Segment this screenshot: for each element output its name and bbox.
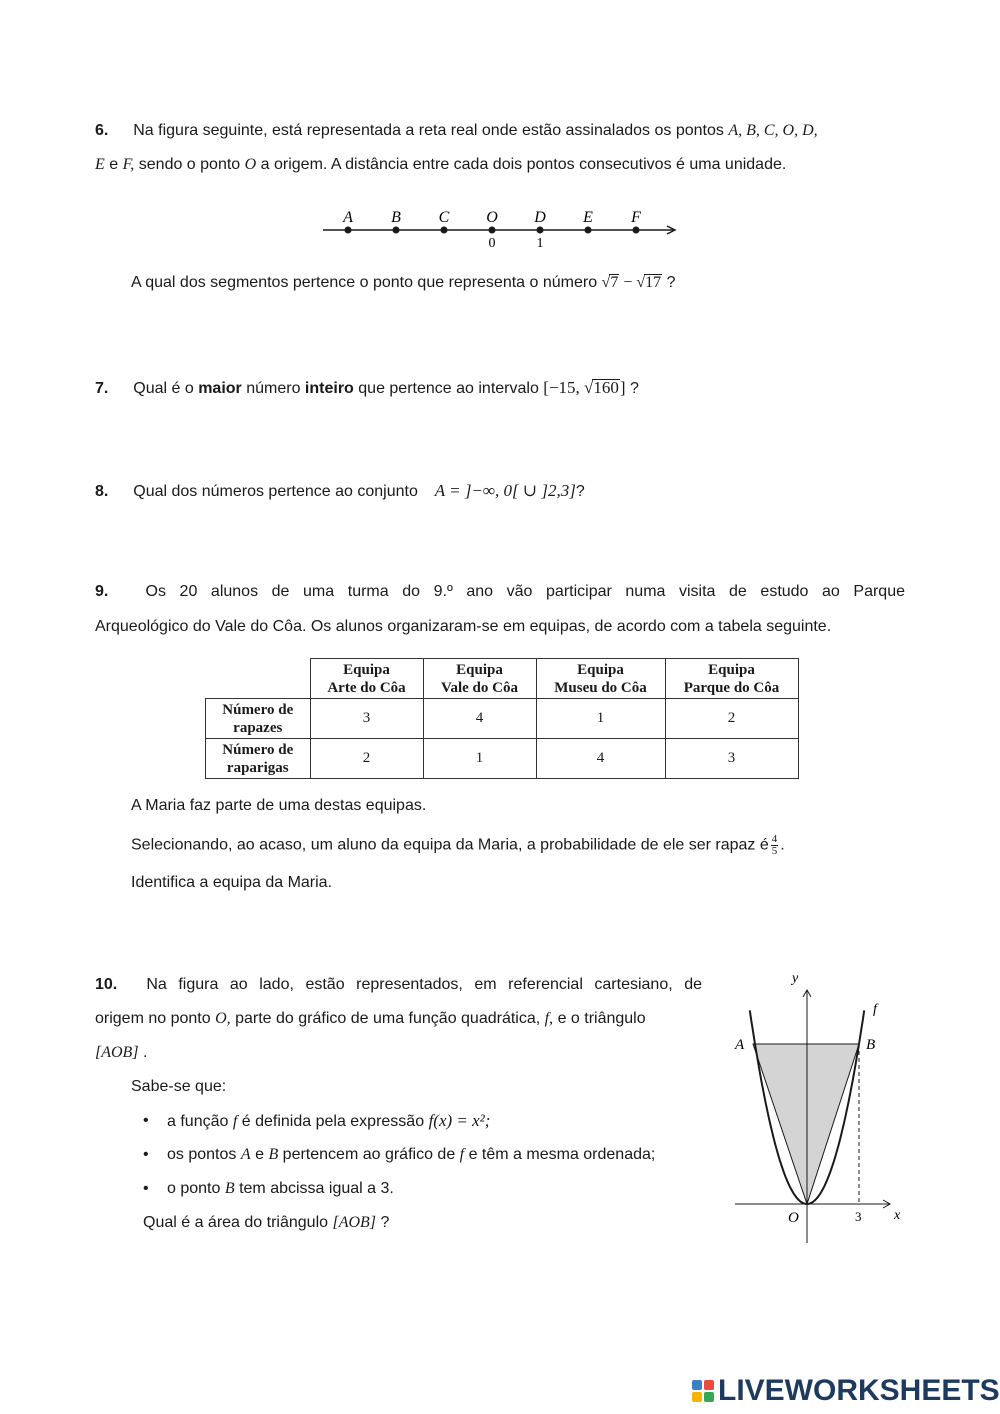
logo-badge-icon: [692, 1380, 714, 1402]
label-x: x: [894, 1208, 901, 1223]
q9-period: .: [780, 836, 785, 854]
q10-question-mark: ?: [380, 1214, 390, 1231]
q8-line: [95, 481, 585, 502]
table-cell: 1: [536, 699, 665, 739]
q10-origin: O,: [215, 1010, 231, 1027]
header-line-2: Vale do Côa: [441, 679, 518, 696]
table-header-cell: [310, 659, 423, 699]
q10-text-2c: e o triângulo: [557, 1010, 646, 1027]
number-line-point: [441, 227, 448, 234]
bullet1-text-b: é definida pela expressão: [241, 1113, 425, 1130]
table-row: [206, 739, 799, 779]
header-line-2: Parque do Côa: [683, 679, 780, 696]
number-line-point: [585, 227, 592, 234]
list-item: [131, 1111, 655, 1145]
q6-question: [131, 273, 676, 293]
q7-line: [95, 378, 639, 399]
bullet2-point-b: B: [268, 1146, 279, 1163]
bullet3-text-b: tem abcissa igual a 3.: [239, 1180, 394, 1197]
q10-parabola-graph: [725, 965, 915, 1250]
q7-text-b: número: [246, 380, 301, 397]
bullet3-text-a: o ponto: [167, 1180, 221, 1197]
bullet1-text-a: a função: [167, 1113, 229, 1130]
fraction-numerator: 4: [771, 833, 778, 845]
label-three: 3: [855, 1209, 862, 1224]
header-line-1: Equipa: [343, 661, 390, 678]
q6-expression: √7 − √17: [601, 274, 662, 291]
liveworksheets-logo: [692, 1375, 1000, 1407]
label-o: O: [788, 1210, 799, 1226]
q8-number: 8.: [95, 483, 109, 500]
header-line-1: Equipa: [708, 661, 755, 678]
table-row: [206, 699, 799, 739]
q10-text-2b: parte do gráfico de uma função quadrática,: [235, 1010, 541, 1027]
label-a: A: [735, 1037, 745, 1053]
number-line-point: [489, 227, 496, 234]
q10-number: 10.: [95, 976, 118, 993]
number-line-label: O: [486, 209, 498, 226]
q6-root-17: 17: [645, 274, 662, 291]
q8-set-expression: A = ]−∞, 0[ ∪ ]2,3]: [434, 481, 576, 500]
q6-points-list: A, B, C, O, D,: [728, 122, 818, 139]
q7-interval-left: [−15,: [543, 378, 585, 397]
q7-interval-root: 160: [593, 378, 619, 397]
q9-maria: A Maria faz parte de uma destas equipas.: [131, 797, 427, 814]
number-line-label: C: [438, 209, 450, 226]
list-item: [131, 1179, 655, 1213]
q10-known: Sabe-se que:: [131, 1078, 227, 1095]
q6-origin: O: [244, 156, 257, 173]
q7-number: 7.: [95, 380, 109, 397]
table-header-cell: [665, 659, 798, 699]
q6-and: e: [109, 156, 119, 173]
q6-mid-text: sendo o ponto: [138, 156, 241, 173]
q9-line-2: Arqueológico do Vale do Côa. Os alunos organizaram-se em equipas, de acordo com a tabela seguinte.: [95, 618, 832, 635]
q10-text-1: Na figura ao lado, estão representados, em referencial cartesiano, de: [146, 976, 703, 993]
q10-question-text: Qual é a área do triângulo: [143, 1214, 329, 1231]
table-cell: 4: [536, 739, 665, 779]
q6-intro-line: [95, 121, 905, 141]
bullet2-text-c: e têm a mesma ordenada;: [468, 1146, 656, 1163]
fraction-denominator: 5: [771, 845, 778, 857]
q9-identify: Identifica a equipa da Maria.: [131, 874, 333, 891]
q7-bold-maior: maior: [198, 380, 242, 397]
q6-question-text: A qual dos segmentos pertence o ponto que representa o número: [131, 274, 598, 291]
number-line-tick-value: 0: [488, 236, 496, 251]
number-line-tick-value: 1: [536, 236, 544, 251]
number-line-label: B: [391, 209, 401, 226]
q6-var-e: E: [95, 156, 105, 173]
number-line-point: [537, 227, 544, 234]
table-corner: [206, 659, 311, 699]
number-line-label: A: [343, 209, 353, 226]
q10-bullet-list: [131, 1111, 655, 1213]
bullet2-f: f: [459, 1146, 465, 1163]
number-line-label: E: [583, 209, 593, 226]
q7-text-c: que pertence ao intervalo: [358, 380, 539, 397]
q6-number-line: [315, 200, 685, 254]
table-cell: 2: [310, 739, 423, 779]
q7-interval: [−15, √160]: [543, 378, 626, 397]
table-header-cell: [536, 659, 665, 699]
table-cell: 1: [423, 739, 536, 779]
q8-question-mark: ?: [575, 483, 585, 500]
q10-triangle: [AOB]: [95, 1044, 139, 1061]
logo-badge-square: [692, 1392, 702, 1402]
q9-line-1: [95, 582, 905, 602]
q7-question-mark: ?: [630, 380, 639, 397]
bullet1-expression: f(x) = x²;: [428, 1111, 491, 1130]
q6-second-line: [95, 155, 786, 175]
q6-question-mark: ?: [666, 274, 676, 291]
q9-fraction: [771, 834, 779, 857]
q9-probability-text: Selecionando, ao acaso, um aluno da equipa da Maria, a probabilidade de ele ser rapaz é: [131, 836, 769, 854]
bullet2-text-a: os pontos: [167, 1146, 237, 1163]
q9-team-table: [205, 658, 799, 779]
number-line-point: [393, 227, 400, 234]
logo-badge-square: [704, 1392, 714, 1402]
q10-line-2: [95, 1009, 646, 1029]
table-cell: 3: [665, 739, 798, 779]
q6-end-text: a origem. A distância entre cada dois pontos consecutivos é uma unidade.: [260, 156, 787, 173]
header-line-2: Museu do Côa: [554, 679, 647, 696]
label-f: f: [873, 1002, 877, 1017]
header-line-1: Equipa: [456, 661, 503, 678]
q8-text: Qual dos números pertence ao conjunto: [133, 483, 418, 500]
q6-intro-text: Na figura seguinte, está representada a reta real onde estão assinalados os pontos: [133, 122, 724, 139]
q6-minus-sign: −: [623, 274, 633, 291]
label-y: y: [792, 971, 799, 986]
row-header-line-1: Número de: [222, 741, 294, 758]
q6-number: 6.: [95, 122, 109, 139]
row-header-line-1: Número de: [222, 701, 294, 718]
bullet3-point-b: B: [224, 1180, 235, 1197]
q10-text-2a: origem no ponto: [95, 1010, 211, 1027]
q7-text-a: Qual é o: [133, 380, 194, 397]
number-line-label: D: [534, 209, 546, 226]
bullet2-and: e: [255, 1146, 264, 1163]
q10-func-f: f,: [544, 1010, 554, 1027]
table-header-row: [206, 659, 799, 699]
q9-number: 9.: [95, 583, 109, 600]
header-line-2: Arte do Côa: [327, 679, 406, 696]
q6-root-7: 7: [610, 274, 619, 291]
row-header-cell: [206, 699, 311, 739]
header-line-1: Equipa: [577, 661, 624, 678]
q7-interval-right: ]: [619, 378, 626, 397]
table-header-cell: [423, 659, 536, 699]
q10-question: [143, 1213, 389, 1233]
logo-text: LIVEWORKSHEETS: [718, 1374, 1000, 1407]
bullet2-point-a: A: [240, 1146, 251, 1163]
row-header-line-2: rapazes: [233, 719, 283, 736]
bullet2-text-b: pertencem ao gráfico de: [282, 1146, 456, 1163]
label-b: B: [866, 1037, 876, 1053]
table-cell: 4: [423, 699, 536, 739]
number-line-point: [633, 227, 640, 234]
q9-text-1: Os 20 alunos de uma turma do 9.º ano vão participar numa visita de estudo ao Parque: [145, 583, 906, 600]
q7-bold-inteiro: inteiro: [304, 380, 354, 397]
q10-question-triangle: [AOB]: [332, 1214, 377, 1231]
table-cell: 2: [665, 699, 798, 739]
list-item: [131, 1145, 655, 1179]
bullet1-f: f: [232, 1113, 238, 1130]
row-header-line-2: raparigas: [226, 759, 289, 776]
table-cell: 3: [310, 699, 423, 739]
logo-badge-square: [692, 1380, 702, 1390]
q9-probability: [131, 834, 785, 857]
number-line-label: F: [631, 209, 641, 226]
number-line-point: [345, 227, 352, 234]
q10-line-3: [95, 1043, 147, 1063]
q6-var-f: F,: [122, 156, 135, 173]
q10-line-1: [95, 975, 702, 995]
row-header-cell: [206, 739, 311, 779]
q10-period: .: [143, 1044, 148, 1061]
logo-badge-square: [704, 1380, 714, 1390]
